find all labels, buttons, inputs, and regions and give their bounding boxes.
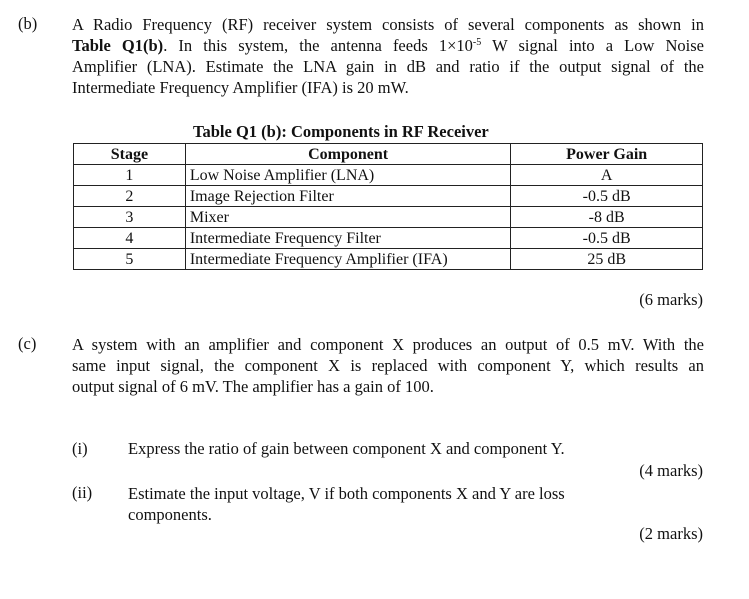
part-b-line-2 <box>72 35 704 56</box>
sub-ii-line-1: Estimate the input voltage, V if both components X and Y are loss <box>128 484 565 503</box>
part-b-line-2-tail: W signal into a Low Noise <box>481 36 705 55</box>
part-b-line-2-text: . In this system, the antenna feeds 1×10 <box>163 36 473 55</box>
table-row <box>74 228 703 249</box>
sub-ii-question <box>128 483 565 525</box>
part-c-line-3: output signal of 6 mV. The amplifier has a gain of 100. <box>72 377 434 396</box>
header-stage: Stage <box>74 144 186 165</box>
part-b-line-1: A Radio Frequency (RF) receiver system consists of several components as shown in <box>72 15 704 34</box>
cell-component: Image Rejection Filter <box>185 186 510 207</box>
part-c-question <box>72 334 704 397</box>
cell-stage: 2 <box>74 186 186 207</box>
cell-stage: 3 <box>74 207 186 228</box>
cell-power-gain: -0.5 dB <box>511 228 703 249</box>
part-c-line-2: same input signal, the component X is replaced with component Y, which results an <box>72 356 704 375</box>
part-c-label: (c) <box>18 334 37 353</box>
header-power-gain: Power Gain <box>511 144 703 165</box>
cell-stage: 1 <box>74 165 186 186</box>
cell-stage: 4 <box>74 228 186 249</box>
table-row <box>74 165 703 186</box>
cell-power-gain: A <box>511 165 703 186</box>
table-caption: Table Q1 (b): Components in RF Receiver <box>193 122 489 141</box>
table-reference: Table Q1(b) <box>72 36 164 55</box>
sub-ii-line-2: components. <box>128 505 212 524</box>
cell-power-gain: -0.5 dB <box>511 186 703 207</box>
cell-component: Mixer <box>185 207 510 228</box>
sub-ii-label: (ii) <box>72 483 93 502</box>
part-b-line-4: Intermediate Frequency Amplifier (IFA) is 20 mW. <box>72 78 409 97</box>
table-header-row <box>74 144 703 165</box>
power-exponent: -5 <box>472 37 482 48</box>
sub-i-marks: (4 marks) <box>639 461 703 480</box>
part-c-line-1: A system with an amplifier and component X produces an output of 0.5 mV. With the <box>72 335 704 354</box>
part-b-marks: (6 marks) <box>639 290 703 309</box>
cell-component: Low Noise Amplifier (LNA) <box>185 165 510 186</box>
part-b-question <box>72 14 704 98</box>
components-table <box>73 143 703 270</box>
cell-component: Intermediate Frequency Amplifier (IFA) <box>185 249 510 270</box>
sub-i-label: (i) <box>72 439 88 458</box>
table-row <box>74 186 703 207</box>
cell-power-gain: 25 dB <box>511 249 703 270</box>
part-b-label: (b) <box>18 14 38 33</box>
table-row <box>74 207 703 228</box>
cell-power-gain: -8 dB <box>511 207 703 228</box>
sub-i-question: Express the ratio of gain between component X and component Y. <box>128 439 565 458</box>
header-component: Component <box>185 144 510 165</box>
cell-component: Intermediate Frequency Filter <box>185 228 510 249</box>
sub-ii-marks: (2 marks) <box>639 524 703 543</box>
cell-stage: 5 <box>74 249 186 270</box>
table-row <box>74 249 703 270</box>
part-b-line-3: Amplifier (LNA). Estimate the LNA gain in dB and ratio if the output signal of the <box>72 57 704 76</box>
